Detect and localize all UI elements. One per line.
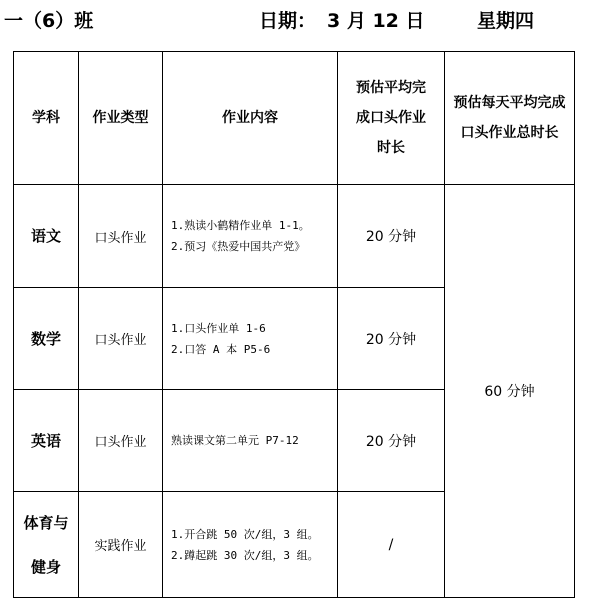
duration-cell: 20 分钟 (338, 390, 445, 492)
subject-cell (14, 492, 79, 598)
content-cell (163, 492, 338, 598)
content-cell (163, 185, 338, 288)
date-label: 日期： (259, 10, 317, 32)
content-cell (163, 288, 338, 390)
type-cell: 口头作业 (79, 185, 163, 288)
content-line: 1.口头作业单 1-6 (171, 321, 266, 335)
subject-line: 健身 (30, 557, 61, 576)
header-avg-time-line: 时长 (377, 140, 405, 156)
header-avg-time (338, 52, 445, 185)
duration-cell: 20 分钟 (338, 185, 445, 288)
date-value: 3 月 12 日 (327, 10, 425, 32)
header-avg-time-line: 成口头作业 (356, 110, 426, 126)
content-line: 熟读课文第二单元 P7-12 (171, 434, 299, 447)
content-line: 2.口答 A 本 P5-6 (171, 342, 271, 356)
header-avg-time-line: 预估平均完 (356, 80, 426, 96)
header-content: 作业内容 (163, 52, 338, 185)
subject-cell (14, 288, 79, 390)
table-row (14, 185, 575, 288)
subject-cell (14, 185, 79, 288)
header-subject: 学科 (14, 52, 79, 185)
content-line: 2.蹲起跳 30 次/组，3 组。 (171, 548, 319, 562)
table-header-row (14, 52, 575, 185)
total-duration-cell: 60 分钟 (445, 185, 575, 598)
content-line: 2.预习《热爱中国共产党》 (171, 240, 306, 253)
duration-cell: 20 分钟 (338, 288, 445, 390)
type-cell: 口头作业 (79, 390, 163, 492)
subject-line: 语文 (30, 227, 61, 245)
homework-table (13, 51, 575, 598)
type-cell: 口头作业 (79, 288, 163, 390)
class-title: 一（6）班 (4, 10, 94, 32)
header-type: 作业类型 (79, 52, 163, 185)
content-line: 1.开合跳 50 次/组，3 组。 (171, 527, 319, 541)
duration-cell: / (338, 492, 445, 598)
subject-cell (14, 390, 79, 492)
subject-line: 数学 (30, 329, 61, 348)
content-line: 1.熟读小鹤精作业单 1-1。 (171, 219, 310, 232)
content-cell (163, 390, 338, 492)
header-total-time-line: 口头作业总时长 (460, 125, 559, 141)
header-total-time-line: 预估每天平均完成 (453, 95, 566, 111)
header-total-time (445, 52, 575, 185)
type-cell: 实践作业 (79, 492, 163, 598)
subject-line: 体育与 (23, 513, 69, 532)
weekday: 星期四 (477, 10, 535, 32)
subject-line: 英语 (30, 431, 61, 450)
